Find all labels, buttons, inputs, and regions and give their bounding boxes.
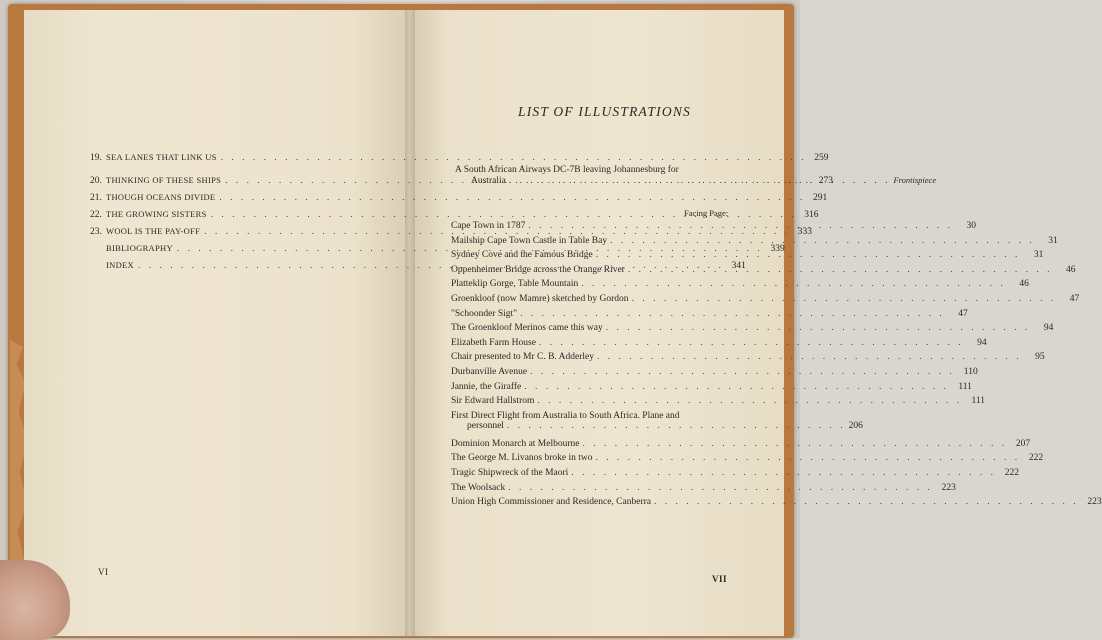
illustration-page: 94 <box>1043 323 1054 334</box>
illustration-title: Sir Edward Hallstrom <box>451 396 535 407</box>
frontispiece-line1: A South African Airways DC-7B leaving Johannesburg for <box>455 165 679 175</box>
illustration-page: 31 <box>1048 235 1058 246</box>
illustration-title: Oppenheimer Bridge across the Orange River <box>451 264 625 275</box>
frontispiece-page: Frontispiece <box>893 175 937 185</box>
toc-page: 341 <box>731 261 746 271</box>
leader-dots <box>571 468 996 478</box>
left-page <box>24 10 410 636</box>
toc-page: 273 <box>818 176 834 186</box>
illustration-title-continued-row <box>451 420 863 431</box>
toc-title: WOOL IS THE PAY-OFF <box>106 226 201 236</box>
illustration-title: Tragic Shipwreck of the Maori <box>451 467 569 478</box>
leader-dots <box>530 367 955 377</box>
illustration-title: Elizabeth Farm House <box>451 337 536 348</box>
illustration-title: The Groenkloof Merinos came this way <box>451 323 603 334</box>
leader-dots <box>654 497 1079 507</box>
toc-title: SEA LANES THAT LINK US <box>106 152 217 162</box>
list-item <box>451 308 968 324</box>
leader-dots <box>528 221 953 231</box>
illustration-page: 207 <box>1015 438 1031 449</box>
illustration-title: Mailship Cape Town Castle in Table Bay <box>451 235 608 246</box>
list-item <box>451 250 1044 265</box>
illustration-page: 223 <box>941 482 956 493</box>
toc-entry <box>90 192 828 209</box>
illustrations-heading: LIST OF ILLUSTRATIONS <box>518 104 691 119</box>
page-number-left: VI <box>98 567 109 577</box>
illustration-page: 94 <box>977 337 987 348</box>
illustration-title: Chair presented to Mr C. B. Adderley <box>451 352 595 363</box>
illustration-title: The George M. Livanos broke in two <box>451 453 593 464</box>
list-item <box>451 352 1045 367</box>
illustration-page: 111 <box>971 396 986 407</box>
leader-dots <box>524 382 949 392</box>
leader-dots <box>583 439 1008 449</box>
list-item <box>451 323 1054 338</box>
illustration-title: Sydney Cove and the Famous Bridge <box>451 250 593 261</box>
list-item <box>451 279 1029 294</box>
illustration-page: 206 <box>848 420 863 431</box>
list-item <box>451 381 972 397</box>
toc-title: THE GROWING SISTERS <box>106 209 207 219</box>
leader-dots <box>581 279 1006 289</box>
toc-page: 291 <box>813 193 828 203</box>
leader-dots <box>628 265 1053 275</box>
leader-dots <box>221 153 807 163</box>
toc-number: 19. <box>90 153 102 163</box>
leader-dots <box>509 176 891 186</box>
list-item <box>451 467 1019 483</box>
list-item <box>451 366 978 382</box>
illustration-title: "Schoonder Sigt" <box>451 308 518 319</box>
illustration-title: Platteklip Gorge, Table Mountain <box>451 279 579 290</box>
toc-page: 259 <box>814 153 829 163</box>
toc-title: INDEX <box>106 260 134 270</box>
toc-title: BIBLIOGRAPHY <box>106 243 173 253</box>
list-item <box>451 293 1080 309</box>
toc-number: 20. <box>90 176 102 186</box>
leader-dots <box>537 396 962 406</box>
frontispiece-line2: Australia <box>471 176 506 186</box>
list-item <box>451 410 863 439</box>
toc-page: 339 <box>770 244 785 254</box>
illustration-page: 46 <box>1065 264 1076 275</box>
illustration-page: 95 <box>1035 352 1045 363</box>
illustration-page: 222 <box>1028 453 1044 464</box>
toc-number: 23. <box>90 227 102 237</box>
leader-dots <box>610 236 1035 246</box>
book-gutter <box>405 10 415 636</box>
leader-dots <box>596 250 1021 260</box>
illustration-title: Jannie, the Giraffe <box>451 381 522 392</box>
illustration-page: 31 <box>1033 250 1044 261</box>
leader-dots <box>632 294 1057 304</box>
illustration-title: The Woolsack <box>451 482 506 493</box>
illustration-title: Cape Town in 1787 <box>451 221 526 231</box>
illustration-page: 222 <box>1004 467 1019 478</box>
illustration-page: 30 <box>966 221 976 231</box>
list-item <box>451 337 987 353</box>
leader-dots <box>606 323 1031 333</box>
list-item <box>451 396 986 411</box>
leader-dots <box>596 453 1021 463</box>
illustration-title: First Direct Flight from Australia to South Africa. Plane and <box>451 410 680 421</box>
illustration-title-continued: personnel <box>467 420 504 431</box>
illustration-title: Durbanville Avenue <box>451 366 528 377</box>
illustration-title: Dominion Monarch at Melbourne <box>451 438 580 449</box>
list-item <box>451 497 1102 512</box>
leader-dots <box>597 352 1022 362</box>
illustration-page: 111 <box>958 381 972 392</box>
list-item <box>451 438 1031 454</box>
page-number-right: VII <box>712 574 728 584</box>
illustration-page: 223 <box>1087 497 1102 508</box>
toc-page: 333 <box>797 227 812 237</box>
leader-dots <box>520 309 945 319</box>
illustration-title: Union High Commissioner and Residence, Canberra <box>451 497 651 508</box>
toc-number: 22. <box>90 210 102 220</box>
leader-dots <box>219 193 805 203</box>
facing-page-label: Facing Page: <box>684 208 729 218</box>
illustration-page: 46 <box>1019 279 1029 290</box>
list-item <box>451 482 956 498</box>
leader-dots <box>539 338 964 348</box>
illustration-page: 47 <box>1069 293 1080 304</box>
toc-number: 21. <box>90 193 102 203</box>
illustration-title: Groenkloof (now Mamre) sketched by Gordon <box>451 293 629 304</box>
toc-title: THINKING OF THESE SHIPS <box>106 175 222 185</box>
illustration-page: 110 <box>963 366 978 377</box>
leader-dots <box>508 483 933 493</box>
toc-page: 316 <box>804 210 819 220</box>
toc-title: THOUGH OCEANS DIVIDE <box>106 192 216 202</box>
list-item <box>451 453 1044 468</box>
illustration-page: 47 <box>958 308 968 319</box>
toc-entry <box>90 152 829 169</box>
leader-dots: . . . . . . . . . . . . . . . . . . . . . . . . . . . . . . . . <box>506 420 846 431</box>
